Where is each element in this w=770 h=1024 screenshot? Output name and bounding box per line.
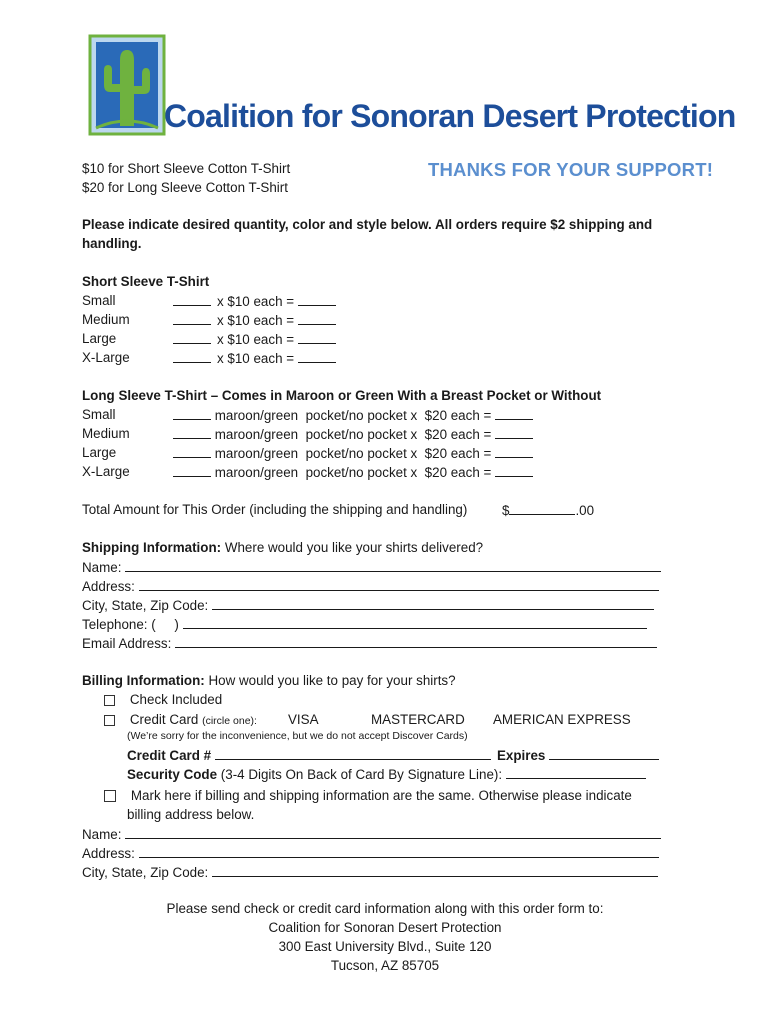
- same-address-option[interactable]: Mark here if billing and shipping information are the same. Otherwise please indicate: [104, 788, 632, 803]
- short-size-medium: Medium: [82, 312, 130, 327]
- discover-notice: (We’re sorry for the inconvenience, but we do not accept Discover Cards): [127, 730, 468, 742]
- billing-address-field[interactable]: Address:: [82, 845, 659, 861]
- short-qty-xlarge[interactable]: [173, 350, 211, 366]
- security-code-field[interactable]: Security Code (3-4 Digits On Back of Card By Signature Line):: [127, 766, 646, 782]
- card-visa[interactable]: VISA: [288, 712, 319, 727]
- footer-org: Coalition for Sonoran Desert Protection: [268, 920, 502, 935]
- price-long: $20 for Long Sleeve Cotton T-Shirt: [82, 180, 288, 195]
- check-included-checkbox[interactable]: [104, 695, 115, 706]
- short-size-xlarge: X-Large: [82, 350, 130, 365]
- same-address-line2: billing address below.: [127, 807, 255, 822]
- logo: [82, 30, 172, 140]
- instructions-line2: handling.: [82, 236, 142, 251]
- billing-city-field[interactable]: City, State, Zip Code:: [82, 864, 658, 880]
- check-included-option[interactable]: Check Included: [104, 692, 222, 707]
- billing-heading: Billing Information: How would you like to pay for your shirts?: [82, 673, 456, 688]
- shipping-telephone-field[interactable]: Telephone: ( ): [82, 616, 647, 632]
- total-amount-field[interactable]: $ .00: [502, 503, 595, 518]
- short-price-xlarge: x $10 each =: [217, 350, 336, 366]
- long-sleeve-heading: Long Sleeve T-Shirt – Comes in Maroon or Green With a Breast Pocket or Without: [82, 388, 602, 403]
- shipping-heading: Shipping Information: Where would you like your shirts delivered?: [82, 540, 484, 555]
- credit-card-option[interactable]: Credit Card (circle one):: [104, 712, 257, 727]
- card-mastercard[interactable]: MASTERCARD: [371, 712, 465, 727]
- long-size-xlarge: X-Large: [82, 464, 130, 479]
- cactus-logo-icon: [82, 30, 172, 140]
- thanks-heading: THANKS FOR YOUR SUPPORT!: [428, 159, 714, 180]
- long-row-large[interactable]: maroon/green pocket/no pocket x $20 each =: [173, 445, 533, 461]
- long-size-small: Small: [82, 407, 116, 422]
- card-amex[interactable]: AMERICAN EXPRESS: [493, 712, 631, 727]
- long-row-small[interactable]: maroon/green pocket/no pocket x $20 each =: [173, 407, 533, 423]
- footer-line1: Please send check or credit card information along with this order form to:: [166, 901, 604, 916]
- short-qty-small[interactable]: [173, 293, 211, 309]
- short-qty-medium[interactable]: [173, 312, 211, 328]
- same-address-checkbox[interactable]: [104, 790, 116, 802]
- org-name: Coalition for Sonoran Desert Protection: [164, 98, 736, 134]
- card-number-field[interactable]: Credit Card #: [127, 747, 491, 763]
- price-short: $10 for Short Sleeve Cotton T-Shirt: [82, 161, 291, 176]
- long-size-medium: Medium: [82, 426, 130, 441]
- long-size-large: Large: [82, 445, 117, 460]
- credit-card-checkbox[interactable]: [104, 715, 115, 726]
- footer-city: Tucson, AZ 85705: [330, 958, 440, 973]
- shipping-city-field[interactable]: City, State, Zip Code:: [82, 597, 654, 613]
- short-price-small: x $10 each =: [217, 293, 336, 309]
- billing-name-field[interactable]: Name:: [82, 826, 661, 842]
- short-size-small: Small: [82, 293, 116, 308]
- short-qty-large[interactable]: [173, 331, 211, 347]
- short-price-medium: x $10 each =: [217, 312, 336, 328]
- shipping-address-field[interactable]: Address:: [82, 578, 659, 594]
- long-row-xlarge[interactable]: maroon/green pocket/no pocket x $20 each =: [173, 464, 533, 480]
- expires-field[interactable]: Expires: [497, 747, 659, 763]
- short-price-large: x $10 each =: [217, 331, 336, 347]
- total-label: Total Amount for This Order (including the shipping and handling): [82, 502, 468, 517]
- short-sleeve-heading: Short Sleeve T-Shirt: [82, 274, 210, 289]
- shipping-name-field[interactable]: Name:: [82, 559, 661, 575]
- instructions-line1: Please indicate desired quantity, color and style below. All orders require $2 shipping and: [82, 217, 653, 232]
- footer-street: 300 East University Blvd., Suite 120: [278, 939, 492, 954]
- shipping-email-field[interactable]: Email Address:: [82, 635, 657, 651]
- short-size-large: Large: [82, 331, 117, 346]
- long-row-medium[interactable]: maroon/green pocket/no pocket x $20 each =: [173, 426, 533, 442]
